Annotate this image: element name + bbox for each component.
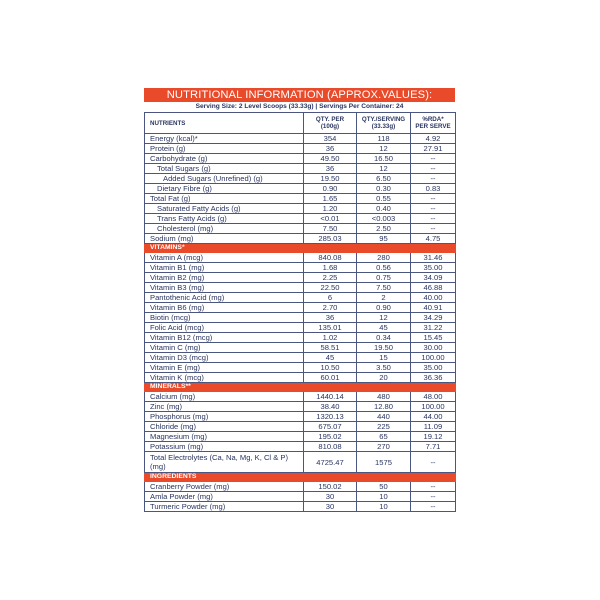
table-row: [145, 154, 456, 164]
rda-per-serve: 19.12: [411, 432, 456, 442]
nutrient-name: Total Electrolytes (Ca, Na, Mg, K, Cl & P) (mg): [145, 452, 304, 473]
qty-per-serving: 95: [357, 234, 411, 244]
qty-per-100g: 4725.47: [304, 452, 357, 473]
rda-per-serve: 30.00: [411, 343, 456, 353]
table-row: [145, 502, 456, 512]
rda-per-serve: --: [411, 174, 456, 184]
table-row: [145, 184, 456, 194]
rda-per-serve: 40.00: [411, 293, 456, 303]
table-row: [145, 363, 456, 373]
qty-per-serving: 20: [357, 373, 411, 383]
nutrient-name: Vitamin B2 (mg): [145, 273, 304, 283]
rda-per-serve: --: [411, 492, 456, 502]
qty-per-serving: 15: [357, 353, 411, 363]
header-nutrients: NUTRIENTS: [145, 113, 304, 134]
qty-per-100g: 19.50: [304, 174, 357, 184]
section-header-row: [145, 244, 456, 253]
table-row: [145, 134, 456, 144]
nutrient-name: Vitamin E (mg): [145, 363, 304, 373]
qty-per-serving: 0.34: [357, 333, 411, 343]
nutrient-name: Trans Fatty Acids (g): [145, 214, 304, 224]
rda-per-serve: --: [411, 482, 456, 492]
qty-per-100g: 150.02: [304, 482, 357, 492]
qty-per-100g: 1.20: [304, 204, 357, 214]
qty-per-100g: 22.50: [304, 283, 357, 293]
table-row: [145, 253, 456, 263]
qty-per-100g: <0.01: [304, 214, 357, 224]
nutrient-name: Dietary Fibre (g): [145, 184, 304, 194]
rda-per-serve: --: [411, 194, 456, 204]
qty-per-100g: 1.65: [304, 194, 357, 204]
table-row: [145, 432, 456, 442]
rda-per-serve: 44.00: [411, 412, 456, 422]
qty-per-100g: 36: [304, 313, 357, 323]
rda-per-serve: 27.91: [411, 144, 456, 154]
nutrient-name: Vitamin D3 (mcg): [145, 353, 304, 363]
qty-per-100g: 0.90: [304, 184, 357, 194]
qty-per-serving: 280: [357, 253, 411, 263]
nutrient-name: Magnesium (mg): [145, 432, 304, 442]
qty-per-serving: 0.40: [357, 204, 411, 214]
table-row: [145, 283, 456, 293]
qty-per-100g: 58.51: [304, 343, 357, 353]
rda-per-serve: 0.83: [411, 184, 456, 194]
qty-per-serving: 440: [357, 412, 411, 422]
section-header-row: [145, 383, 456, 392]
qty-per-100g: 1.68: [304, 263, 357, 273]
table-row: [145, 323, 456, 333]
table-row: [145, 214, 456, 224]
qty-per-100g: 195.02: [304, 432, 357, 442]
section-label: VITAMINS*: [145, 244, 456, 253]
qty-per-serving: 0.30: [357, 184, 411, 194]
rda-per-serve: 15.45: [411, 333, 456, 343]
table-row: [145, 293, 456, 303]
nutrient-name: Phosphorus (mg): [145, 412, 304, 422]
nutrient-name: Folic Acid (mcg): [145, 323, 304, 333]
nutrient-name: Vitamin K (mcg): [145, 373, 304, 383]
nutrient-name: Potassium (mg): [145, 442, 304, 452]
nutrient-name: Cholesterol (mg): [145, 224, 304, 234]
table-row: [145, 313, 456, 323]
rda-per-serve: 40.91: [411, 303, 456, 313]
qty-per-serving: 6.50: [357, 174, 411, 184]
rda-per-serve: --: [411, 204, 456, 214]
nutrient-name: Calcium (mg): [145, 392, 304, 402]
table-row: [145, 263, 456, 273]
qty-per-serving: 12: [357, 144, 411, 154]
rda-per-serve: 4.75: [411, 234, 456, 244]
table-row: [145, 343, 456, 353]
qty-per-100g: 1.02: [304, 333, 357, 343]
rda-per-serve: 34.09: [411, 273, 456, 283]
qty-per-100g: 1320.13: [304, 412, 357, 422]
rda-per-serve: 36.36: [411, 373, 456, 383]
panel-title: NUTRITIONAL INFORMATION (APPROX.VALUES):: [144, 88, 455, 102]
rda-per-serve: 34.29: [411, 313, 456, 323]
rda-per-serve: 35.00: [411, 263, 456, 273]
qty-per-serving: 480: [357, 392, 411, 402]
rda-per-serve: --: [411, 224, 456, 234]
nutrient-name: Vitamin B3 (mg): [145, 283, 304, 293]
nutrient-name: Saturated Fatty Acids (g): [145, 204, 304, 214]
rda-per-serve: --: [411, 502, 456, 512]
table-row: [145, 144, 456, 154]
qty-per-serving: 270: [357, 442, 411, 452]
table-row: [145, 482, 456, 492]
nutrient-name: Vitamin B12 (mcg): [145, 333, 304, 343]
qty-per-100g: 36: [304, 164, 357, 174]
table-row: [145, 422, 456, 432]
qty-per-100g: 810.08: [304, 442, 357, 452]
table-row: [145, 164, 456, 174]
rda-per-serve: 31.46: [411, 253, 456, 263]
nutrient-name: Total Fat (g): [145, 194, 304, 204]
table-row: [145, 412, 456, 422]
nutrient-name: Sodium (mg): [145, 234, 304, 244]
table-row: [145, 392, 456, 402]
header-qty-per-serving: [357, 113, 411, 134]
qty-per-100g: 675.07: [304, 422, 357, 432]
nutrient-name: Amla Powder (mg): [145, 492, 304, 502]
nutrition-panel: [144, 88, 455, 512]
section-label: INGREDIENTS: [145, 473, 456, 482]
qty-per-serving: 0.55: [357, 194, 411, 204]
section-label: MINERALS**: [145, 383, 456, 392]
rda-per-serve: --: [411, 154, 456, 164]
qty-per-serving: <0.003: [357, 214, 411, 224]
qty-per-serving: 10: [357, 492, 411, 502]
qty-per-serving: 2.50: [357, 224, 411, 234]
nutrition-table-body: [145, 113, 456, 512]
qty-per-100g: 1440.14: [304, 392, 357, 402]
qty-per-serving: 12: [357, 313, 411, 323]
nutrient-name: Turmeric Powder (mg): [145, 502, 304, 512]
qty-per-serving: 50: [357, 482, 411, 492]
table-row: [145, 402, 456, 412]
qty-per-serving: 45: [357, 323, 411, 333]
rda-per-serve: 48.00: [411, 392, 456, 402]
table-row: [145, 273, 456, 283]
table-row: [145, 492, 456, 502]
qty-per-100g: 36: [304, 144, 357, 154]
qty-per-100g: 45: [304, 353, 357, 363]
qty-per-100g: 285.03: [304, 234, 357, 244]
qty-per-100g: 6: [304, 293, 357, 303]
qty-per-100g: 354: [304, 134, 357, 144]
rda-per-serve: 11.09: [411, 422, 456, 432]
nutrition-table: [144, 112, 456, 512]
table-row: [145, 224, 456, 234]
table-row: [145, 234, 456, 244]
rda-per-serve: --: [411, 452, 456, 473]
header-rda-line1: %RDA*: [422, 116, 444, 123]
table-row: [145, 442, 456, 452]
serving-info: Serving Size: 2 Level Scoops (33.33g) | Servings Per Container: 24: [195, 103, 404, 110]
qty-per-100g: 30: [304, 502, 357, 512]
nutrient-name: Total Sugars (g): [145, 164, 304, 174]
qty-per-serving: 118: [357, 134, 411, 144]
qty-per-100g: 60.01: [304, 373, 357, 383]
header-qty-per-serving-line1: QTY./SERVING: [361, 116, 406, 123]
nutrient-name: Vitamin B6 (mg): [145, 303, 304, 313]
nutrient-name: Carbohydrate (g): [145, 154, 304, 164]
rda-per-serve: 100.00: [411, 402, 456, 412]
qty-per-serving: 65: [357, 432, 411, 442]
table-row: [145, 174, 456, 184]
header-qty-per-100g-line1: QTY. PER: [315, 116, 345, 123]
nutrient-name: Zinc (mg): [145, 402, 304, 412]
qty-per-100g: 49.50: [304, 154, 357, 164]
qty-per-serving: 7.50: [357, 283, 411, 293]
table-row: [145, 452, 456, 473]
qty-per-100g: 2.25: [304, 273, 357, 283]
table-row: [145, 373, 456, 383]
nutrient-name: Biotin (mcg): [145, 313, 304, 323]
nutrient-name: Vitamin B1 (mg): [145, 263, 304, 273]
header-qty-per-100g: [304, 113, 357, 134]
nutrient-name: Energy (kcal)*: [145, 134, 304, 144]
qty-per-serving: 0.56: [357, 263, 411, 273]
table-row: [145, 333, 456, 343]
qty-per-serving: 0.75: [357, 273, 411, 283]
section-header-row: [145, 473, 456, 482]
qty-per-serving: 225: [357, 422, 411, 432]
qty-per-serving: 10: [357, 502, 411, 512]
table-row: [145, 303, 456, 313]
nutrient-name: Added Sugars (Unrefined) (g): [145, 174, 304, 184]
qty-per-serving: 3.50: [357, 363, 411, 373]
nutrient-name: Protein (g): [145, 144, 304, 154]
qty-per-100g: 7.50: [304, 224, 357, 234]
header-rda-line2: PER SERVE: [415, 123, 451, 130]
header-qty-per-100g-line2: (100g): [320, 123, 340, 130]
rda-per-serve: 100.00: [411, 353, 456, 363]
nutrient-name: Pantothenic Acid (mg): [145, 293, 304, 303]
table-row: [145, 353, 456, 363]
rda-per-serve: --: [411, 214, 456, 224]
qty-per-serving: 2: [357, 293, 411, 303]
qty-per-serving: 12: [357, 164, 411, 174]
nutrient-name: Chloride (mg): [145, 422, 304, 432]
qty-per-100g: 840.08: [304, 253, 357, 263]
qty-per-100g: 30: [304, 492, 357, 502]
rda-per-serve: 31.22: [411, 323, 456, 333]
nutrient-name: Vitamin A (mcg): [145, 253, 304, 263]
qty-per-100g: 10.50: [304, 363, 357, 373]
qty-per-100g: 2.70: [304, 303, 357, 313]
rda-per-serve: 46.88: [411, 283, 456, 293]
header-row: [145, 113, 456, 134]
qty-per-100g: 38.40: [304, 402, 357, 412]
qty-per-serving: 1575: [357, 452, 411, 473]
table-row: [145, 194, 456, 204]
nutrient-name: Cranberry Powder (mg): [145, 482, 304, 492]
header-qty-per-serving-line2: (33.33g): [371, 123, 396, 130]
rda-per-serve: 4.92: [411, 134, 456, 144]
rda-per-serve: --: [411, 164, 456, 174]
qty-per-serving: 0.90: [357, 303, 411, 313]
header-rda-per-serve: [411, 113, 456, 134]
qty-per-serving: 16.50: [357, 154, 411, 164]
qty-per-100g: 135.01: [304, 323, 357, 333]
qty-per-serving: 12.80: [357, 402, 411, 412]
table-row: [145, 204, 456, 214]
nutrient-name: Vitamin C (mg): [145, 343, 304, 353]
rda-per-serve: 35.00: [411, 363, 456, 373]
rda-per-serve: 7.71: [411, 442, 456, 452]
qty-per-serving: 19.50: [357, 343, 411, 353]
